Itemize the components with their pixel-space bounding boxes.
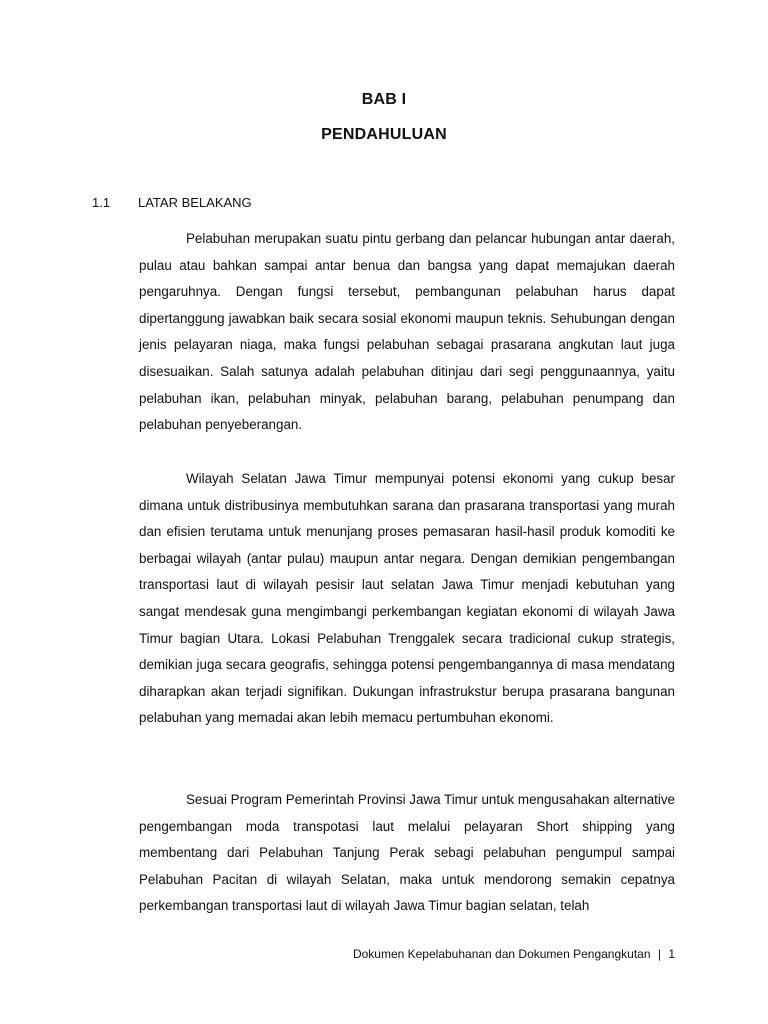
paragraph-3: Sesuai Program Pemerintah Provinsi Jawa Timur untuk mengusahakan alternative pengembangan moda transpotasi laut melalui pelayaran Short shipping yang membentang dari Pelabuhan Tanjung Perak sebagi pelabuhan pengumpul sampai Pelabuhan Pacitan di wilayah Selatan, maka untuk mendorong semakin cepatnya perkembangan transportasi laut di wilayah Jawa Timur bagian selatan, telah xyxy=(139,792,675,914)
paragraph-2: Wilayah Selatan Jawa Timur mempunyai potensi ekonomi yang cukup besar dimana untuk distribusinya membutuhkan sarana dan prasarana transportasi yang murah dan efisien terutama untuk menunjang proses pemasaran hasil-hasil produk komoditi ke berbagai wilayah (antar pulau) maupun antar negara. Dengan demikian pengembangan transportasi laut di wilayah pesisir laut selatan Jawa Timur menjadi kebutuhan yang sangat mendesak guna mengimbangi perkembangan kegiatan ekonomi di wilayah Jawa Timur bagian Utara. Lokasi Pelabuhan Trenggalek secara tradicional cukup strategis, demikian juga secara geografis, sehingga potensi pengembangannya di masa mendatang diharapkan akan terjadi signifikan. Dukungan infrastrukstur berupa prasarana bangunan pelabuhan yang memadai akan lebih memacu pertumbuhan ekonomi. xyxy=(139,471,675,726)
footer-title: Dokumen Kepelabuhanan dan Dokumen Pengangkutan xyxy=(352,947,651,961)
chapter-number: BAB I xyxy=(361,91,407,108)
section-number: 1.1 xyxy=(92,195,111,210)
page-number: 1 xyxy=(668,947,675,961)
section-heading xyxy=(92,195,252,210)
footer-separator: | xyxy=(657,947,661,961)
chapter-title: PENDAHULUAN xyxy=(321,126,447,143)
page-footer xyxy=(353,947,675,961)
section-title: LATAR BELAKANG xyxy=(138,195,252,210)
paragraph-1: Pelabuhan merupakan suatu pintu gerbang dan pelancar hubungan antar daerah, pulau atau bahkan sampai antar benua dan bangsa yang dapat memajukan daerah pengaruhnya. Dengan fungsi tersebut, pembangunan pelabuhan harus dapat dipertanggung jawabkan baik secara sosial ekonomi maupun teknis. Sehubungan dengan jenis pelayaran niaga, maka fungsi pelabuhan sebagai prasarana angkutan laut juga disesuaikan. Salah satunya adalah pelabuhan ditinjau dari segi penggunaannya, yaitu pelabuhan ikan, pelabuhan minyak, pelabuhan barang, pelabuhan penumpang dan pelabuhan penyeberangan. xyxy=(139,231,675,433)
